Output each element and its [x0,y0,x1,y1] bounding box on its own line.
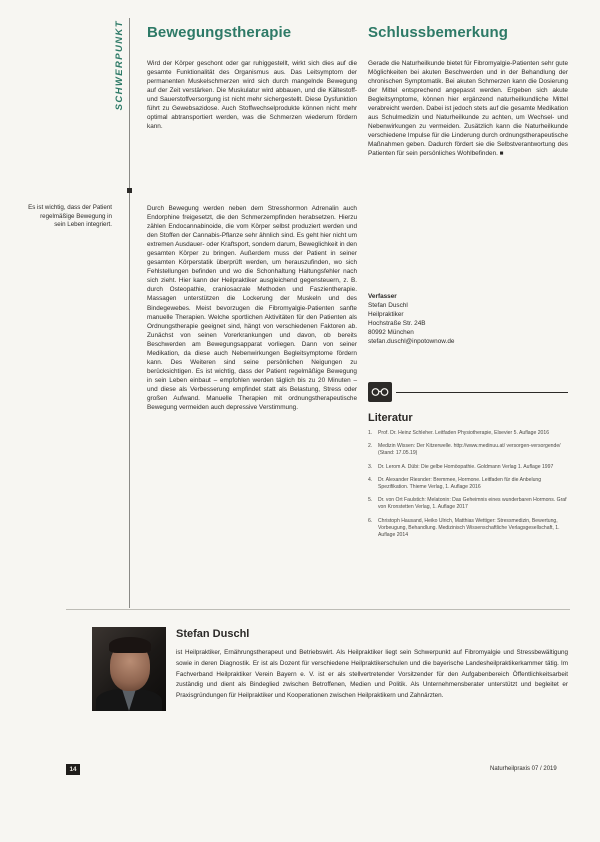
glasses-icon [368,382,392,402]
author-line: Stefan Duschl [368,302,408,309]
bio-name: Stefan Duschl [176,628,250,640]
literature-list [368,430,570,545]
left-column-title: Bewegungstherapie [147,24,292,41]
literature-item: 1. Prof. Dr. Heinz Schleher. Leitfaden Physiotherapie, Elsevier 5. Auflage 2016 [368,430,550,436]
paragraph: Gerade die Naturheilkunde bietet für Fibromyalgie-Patienten sehr gute Möglichkeiten bei akuten Beschwerden und in der Behandlung der chronischen Symptomatik. Bei akuten Schmerzen kann die Dosierung der Mittel entsprechend angepasst werden. Ergeben sich akute Begleitsymptome, können hier ergänzend naturheilkundliche Mittel verabreicht werden. Dabei ist jedoch stets auf die gesamte Medikation aus Schulmedizin und Naturheilkunde zu achten, um Wechsel- und Nebenwirkungen zu vermeiden. Zusätzlich kann die Naturheilkunde verschiedene Impulse für die Linderung durch ordnungstherapeutische Maßnahmen geben. Dadurch fördert sie die Selbstverantwortung des Patienten für sein persönliches Wohlbefinden. ■ [368,60,569,158]
right-column-title: Schlussbemerkung [368,24,508,41]
literature-rule [396,392,568,393]
literature-item: 5. Dr. von Ort Faulstich: Melatonin: Das Geheimnis eines wunderbaren Hormons. Graf von Kronstetten Verlag, 1. Auflage 2017 [368,497,567,511]
paragraph: Wird der Körper geschont oder gar ruhiggestellt, wirkt sich dies auf die gesamte Funktionalität des Organismus aus. Das Leitsymptom der permanenten Muskelschmerzen wird sich durch mangelnde Bewegung auf der Zeit verstärken. Die Muskulatur wird abbauen, und die Kältestoff- und Sauerstoffversorgung ist nicht mehr sichergestellt. Diese Dysfunktion führt zu Gewebsazidose. Auch Stoffwechselprodukte können nicht mehr optimal abtransportiert werden, was die Schmerzen wiederum fördern kann. [147,60,357,131]
author-block [368,292,568,346]
author-email: stefan.duschl@inpotownow.de [368,338,455,345]
left-column-intro [147,59,357,140]
page-number: 14 [66,764,80,775]
rule-bullet [127,188,132,193]
literature-item: 2. Medizin Wissen: Der Kitzerwelle. http://www.medinuu.at/ versorgen-versorgende/ (Stand: 17.05.19) [368,443,561,457]
author-line: Hochstraße Str. 24B [368,320,426,327]
bio-text: ist Heilpraktiker, Ernährungstherapeut und Betriebswirt. Als Heilpraktiker liegt sein Schwerpunkt auf Fibromyalgie und Stressbewältigung sowie in deren Diagnostik. Er ist als Dozent für verschiedene Heilpraktikerschulen und die bayerische Landesheilpraktikerkammer tätig. Im Fachverband Heilpraktiker Verein Bayern e. V. ist er als stellvertretender Vorsitzender für den Aufgabenbereich Öffentlichkeitsarbeit zuständig und dient als Bindeglied zwischen Betroffenen, Medien und Politik. Als Unternehmensberater unterstützt und begleitet er Praxisgründungen für Heilpraktiker und Kooperationen zwischen Heilpraktikern und Zahnärzten. [176,649,568,700]
literature-title: Literatur [368,412,413,424]
paragraph: Durch Bewegung werden neben dem Stresshormon Adrenalin auch Endorphine freigesetzt, die den Schmerzempfinden herabsetzen. Hierzu zählen Endocannabinoide, die vom Körper selbst produziert werden und den Stoffen der Cannabis-Pflanze sehr ähnlich sind. Es geht hier nicht um extremen Ausdauer- oder Kraftsport, sondern darum, Beweglichkeit in den gesamten Körper zu bringen. Außerdem muss der Patient in seiner gesamten Körperstatik überprüft werden, um herauszufinden, wo sich Fehlstellungen befinden und wo die Schonhaltung Haltungsfehler nach sich zieht. Hier kann der Heilpraktiker ausgleichend gegensteuern, z. B. durch Osteopathie, craniosacrale Methoden und Faszientherapie. Massagen unterstützen die Lockerung der Muskeln und des Bindegewebes. Meist bevorzugen die Fibromyalgie-Patienten sanfte manuelle Therapien. Welche sportlichen Aktivitäten für den Patienten als Ordnungstherapie geeignet sind, hängt von verschiedenen Faktoren ab. Zunächst von seinen Vorerkrankungen und davon, ob bereits Beschwerden am Bewegungsapparat vorliegen. Dann von seiner Medikation, da diese auch Nebenwirkungen Begleitsymptome fördern kann. Des Weiteren sind seine persönlichen Neigungen zu berücksichtigen. Es ist wichtig, dass der Patient regelmäßige Bewegung in sein Leben einbaut – empfohlen werden täglich bis zu 20 Minuten – und diese als Verbesserung empfindet statt als Belastung, Stress oder großen Aufwand. Manuelle Therapien mit ordnungstherapeutische Bewegung vermeiden auch depressive Verstimmung. [147,205,357,412]
author-line: 80992 München [368,329,414,336]
section-tag: SCHWERPUNKT [114,20,125,111]
right-column-body [368,59,568,168]
issue-label: Naturheilpraxis 07 / 2019 [490,766,557,772]
margin-note: Es ist wichtig, dass der Patient regelmäßige Bewegung in sein Leben integriert. [28,204,112,229]
left-column-body [147,204,357,421]
literature-item: 4. Dr. Alexander Riesnder: Bremmee, Hormone. Leitfaden für die Anbelung Spezifikation. Thieme Verlag, 1. Auflage 2016 [368,476,542,491]
author-line: Heilpraktiker [368,311,404,318]
author-photo [92,627,166,711]
author-label: Verfasser [368,293,397,300]
vertical-rule [129,18,130,608]
literature-item: 6. Christoph Hausand, Heiko Ulrich, Matthias Wettiger: Stressmedizin, Bewertung, Vorbeugung, Behandlung. Medizinisch Wissenschaftliche Verlagsgesellschaft, 1. Auflage 2014 [368,517,560,539]
literature-item: 3. Dr. Lerom A. Dübi: Die gelbe Homöopathie. Goldmann Verlag 1. Auflage 1997 [368,463,554,470]
bio-divider [66,609,570,610]
